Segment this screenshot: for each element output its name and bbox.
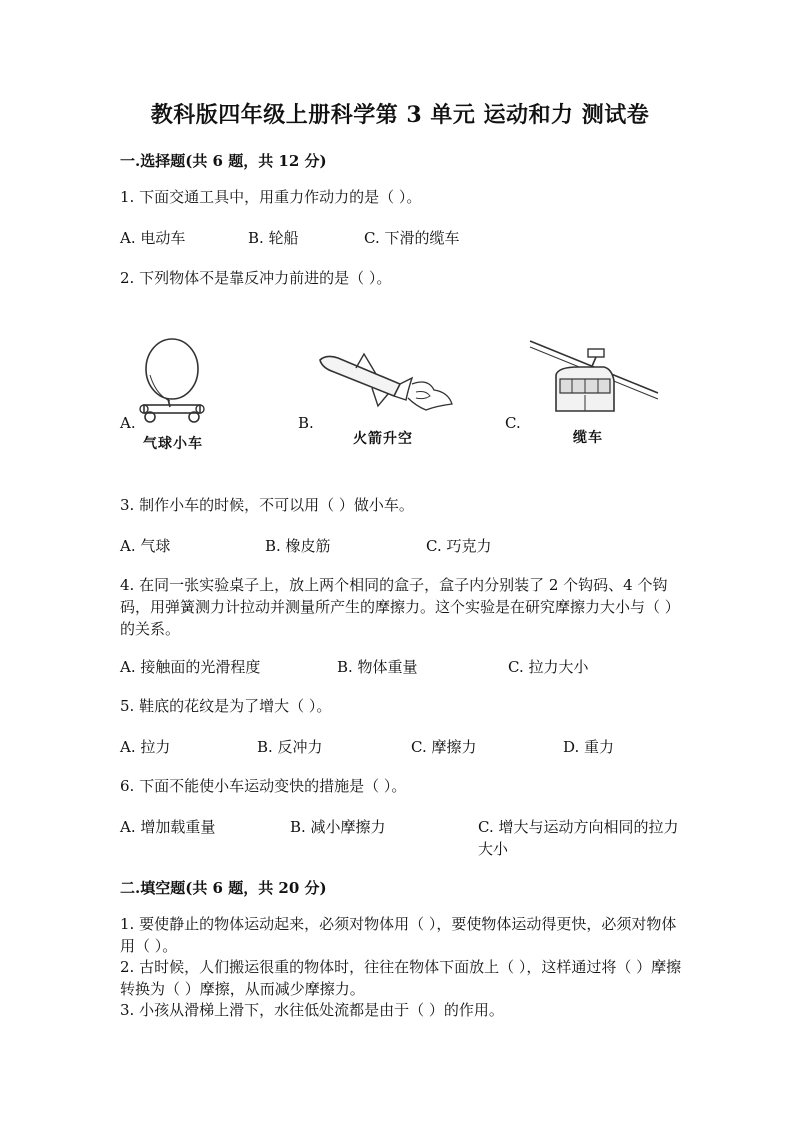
fill-question-1: 1. 要使静止的物体运动起来，必须对物体用（ ），要使物体运动得更快，必须对物体用（ ）。 — [120, 915, 677, 955]
q5-option-d: D. 重力 — [563, 738, 615, 756]
q2-figure-c-letter: C. — [505, 414, 521, 432]
q6-option-c: C. 增大与运动方向相同的拉力大小 — [478, 818, 679, 858]
q4-option-b: B. 物体重量 — [337, 658, 418, 676]
question-2: 2. 下列物体不是靠反冲力前进的是（ ）。 — [120, 269, 392, 287]
q5-option-c: C. 摩擦力 — [411, 738, 477, 756]
fill-question-3: 3. 小孩从滑梯上滑下，水往低处流都是由于（ ）的作用。 — [120, 1001, 504, 1019]
exam-title: 教科版四年级上册科学第 3 单元 运动和力 测试卷 — [150, 102, 650, 128]
section-heading-choice: 一.选择题(共 6 题，共 12 分) — [120, 152, 327, 170]
q3-option-b: B. 橡皮筋 — [265, 537, 331, 555]
q3-option-a: A. 气球 — [120, 537, 171, 555]
q6-option-b: B. 减小摩擦力 — [290, 818, 386, 836]
section-heading-fill: 二.填空题(共 6 题，共 20 分) — [120, 879, 327, 897]
q2-figure-b-caption: 火箭升空 — [353, 431, 413, 447]
cable-car-icon — [528, 335, 660, 420]
question-6: 6. 下面不能使小车运动变快的措施是（ ）。 — [120, 777, 407, 795]
question-4: 4. 在同一张实验桌子上，放上两个相同的盒子，盒子内分别装了 2 个钩码、4 个钩码，用弹簧测力计拉动并测量所产生的摩擦力。这个实验是在研究摩擦力大小与（ ）的关系。 — [120, 576, 680, 638]
q5-option-b: B. 反冲力 — [257, 738, 323, 756]
q3-option-c: C. 巧克力 — [426, 537, 492, 555]
question-5: 5. 鞋底的花纹是为了增大（ ）。 — [120, 697, 332, 715]
q5-option-a: A. 拉力 — [120, 738, 171, 756]
q1-option-b: B. 轮船 — [248, 229, 299, 247]
fill-question-2: 2. 古时候，人们搬运很重的物体时，往往在物体下面放上（ ），这样通过将（ ）摩擦转换为（ ）摩擦，从而减少摩擦力。 — [120, 958, 682, 998]
q1-option-c: C. 下滑的缆车 — [364, 229, 460, 247]
q2-figure-a-letter: A. — [120, 414, 136, 432]
q2-figure-c-caption: 缆车 — [573, 430, 603, 446]
q6-option-a: A. 增加载重量 — [120, 818, 216, 836]
balloon-car-icon — [130, 335, 220, 425]
rocket-icon — [316, 350, 456, 420]
q4-option-a: A. 接触面的光滑程度 — [120, 658, 261, 676]
question-1: 1. 下面交通工具中，用重力作动力的是（ ）。 — [120, 188, 422, 206]
q2-figure-b-letter: B. — [298, 414, 314, 432]
question-3: 3. 制作小车的时候，不可以用（ ）做小车。 — [120, 496, 414, 514]
q1-option-a: A. 电动车 — [120, 229, 186, 247]
q4-option-c: C. 拉力大小 — [508, 658, 589, 676]
q2-figure-a-caption: 气球小车 — [143, 436, 203, 452]
